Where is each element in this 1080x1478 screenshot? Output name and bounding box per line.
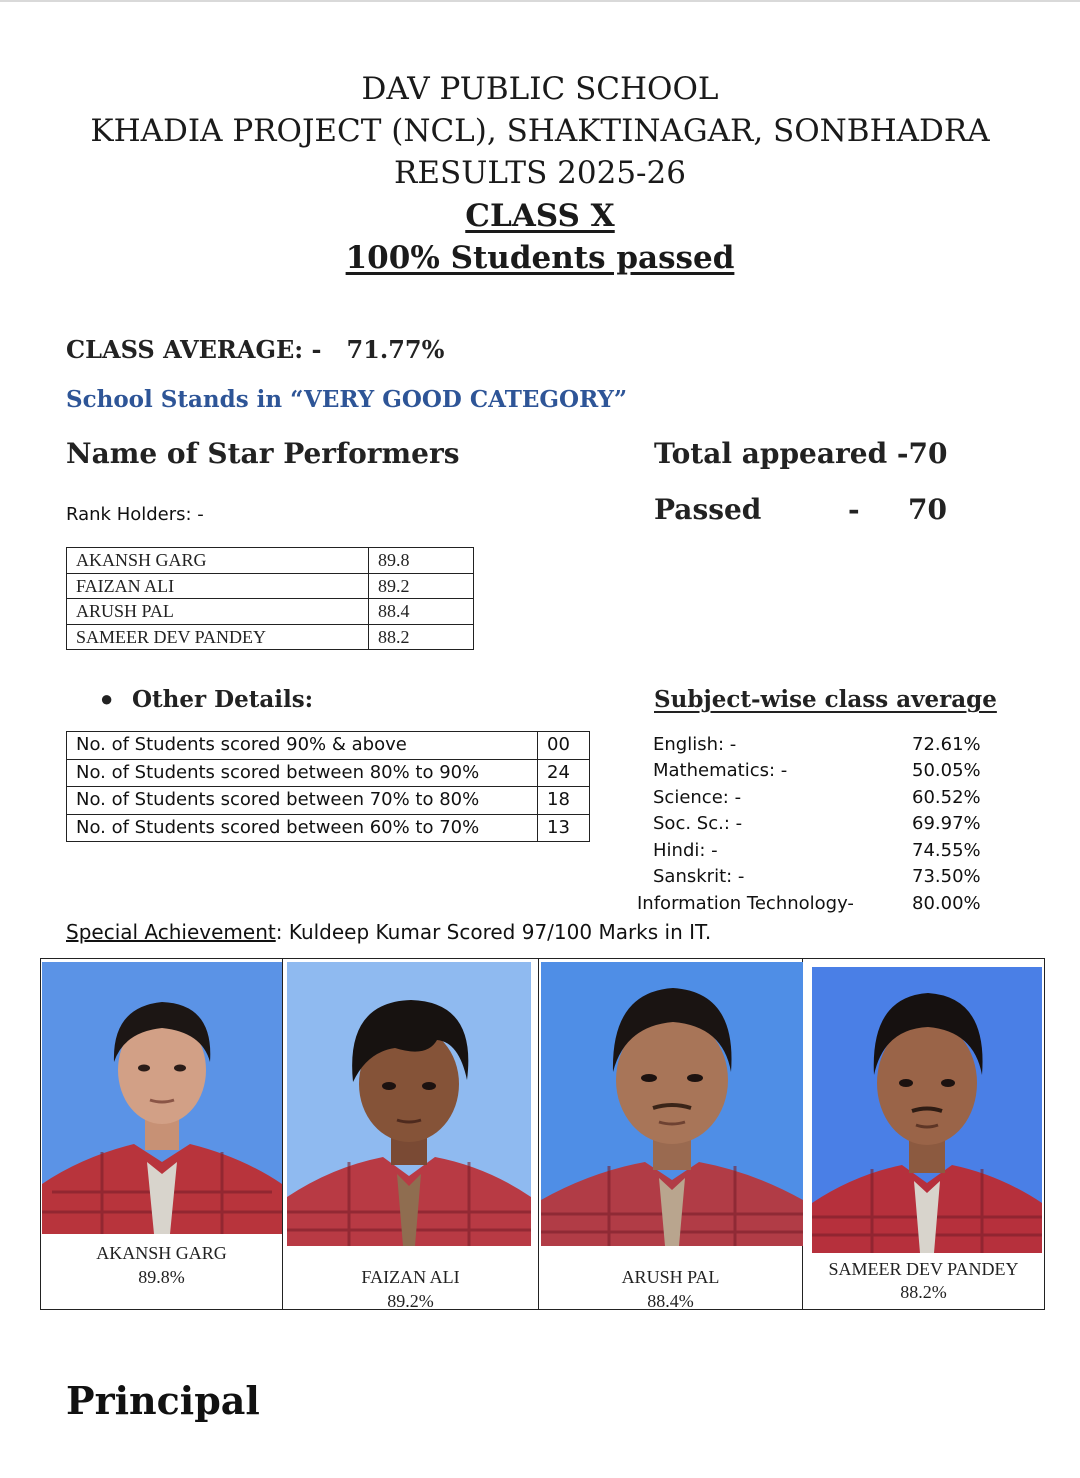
topper-name: AKANSH GARG xyxy=(96,1243,227,1263)
detail-label: No. of Students scored 90% & above xyxy=(67,732,538,760)
table-row xyxy=(67,759,590,787)
subject-average-heading: Subject-wise class average xyxy=(654,686,997,713)
subject-value: 60.52% xyxy=(912,787,981,808)
category-statement: School Stands in “VERY GOOD CATEGORY” xyxy=(66,386,628,413)
table-row xyxy=(67,573,474,599)
subject-value: 74.55% xyxy=(912,840,981,861)
rank-name: AKANSH GARG xyxy=(67,548,369,574)
special-achievement-text: : Kuldeep Kumar Scored 97/100 Marks in IT. xyxy=(275,920,712,944)
student-photo xyxy=(287,962,531,1246)
topper-name: SAMEER DEV PANDEY xyxy=(828,1259,1019,1279)
student-portrait-image xyxy=(812,967,1042,1253)
class-title: CLASS X xyxy=(465,198,615,234)
topper-name: ARUSH PAL xyxy=(621,1267,720,1287)
table-row xyxy=(67,548,474,574)
total-appeared: Total appeared -70 xyxy=(654,437,948,470)
rank-name: ARUSH PAL xyxy=(67,599,369,625)
table-row xyxy=(67,787,590,815)
detail-label: No. of Students scored between 80% to 90% xyxy=(67,759,538,787)
subject-value: 50.05% xyxy=(912,760,981,781)
table-row xyxy=(67,814,590,842)
topper-card xyxy=(41,959,283,1309)
subject-value: 72.61% xyxy=(912,734,981,755)
subject-name: Sanskrit: - xyxy=(653,866,745,887)
top-rule xyxy=(0,0,1080,2)
school-name: DAV PUBLIC SCHOOL xyxy=(361,71,719,107)
student-portrait-image xyxy=(287,962,531,1246)
detail-label: No. of Students scored between 70% to 80% xyxy=(67,787,538,815)
subject-value: 69.97% xyxy=(912,813,981,834)
passed-dash: - xyxy=(848,493,860,526)
table-row xyxy=(67,732,590,760)
subject-name: Hindi: - xyxy=(653,840,718,861)
subject-name: English: - xyxy=(653,734,737,755)
class-average: CLASS AVERAGE: - 71.77% xyxy=(66,335,445,364)
rank-score: 89.2 xyxy=(369,573,474,599)
rank-score: 89.8 xyxy=(369,548,474,574)
topper-card xyxy=(539,959,803,1309)
subject-name: Soc. Sc.: - xyxy=(653,813,743,834)
topper-card xyxy=(283,959,539,1309)
rank-name: FAIZAN ALI xyxy=(67,573,369,599)
detail-value: 24 xyxy=(538,759,590,787)
rank-score: 88.4 xyxy=(369,599,474,625)
other-details-heading: Other Details: xyxy=(132,686,314,713)
topper-score: 88.4% xyxy=(647,1291,694,1311)
topper-score: 89.2% xyxy=(387,1291,434,1311)
subject-name: Science: - xyxy=(653,787,742,808)
student-photo xyxy=(42,962,282,1234)
subject-name: Mathematics: - xyxy=(653,760,788,781)
topper-card xyxy=(803,959,1044,1309)
detail-label: No. of Students scored between 60% to 70% xyxy=(67,814,538,842)
table-row xyxy=(67,599,474,625)
other-details-table xyxy=(66,731,590,842)
special-achievement xyxy=(66,920,711,944)
topper-photo-grid xyxy=(40,958,1045,1310)
topper-score: 88.2% xyxy=(900,1282,947,1302)
detail-value: 18 xyxy=(538,787,590,815)
topper-name: FAIZAN ALI xyxy=(361,1267,460,1287)
pass-line: 100% Students passed xyxy=(345,240,735,276)
results-year: RESULTS 2025-26 xyxy=(394,155,686,191)
table-row xyxy=(67,624,474,650)
passed-label: Passed xyxy=(654,493,762,526)
detail-value: 00 xyxy=(538,732,590,760)
student-portrait-image xyxy=(42,962,282,1234)
subject-value: 73.50% xyxy=(912,866,981,887)
student-portrait-image xyxy=(541,962,803,1246)
rank-holders-table xyxy=(66,547,474,650)
rank-score: 88.2 xyxy=(369,624,474,650)
rank-name: SAMEER DEV PANDEY xyxy=(67,624,369,650)
subject-value: 80.00% xyxy=(912,893,981,914)
student-photo xyxy=(541,962,803,1246)
student-photo xyxy=(812,967,1042,1253)
topper-score: 89.8% xyxy=(138,1267,185,1287)
school-location: KHADIA PROJECT (NCL), SHAKTINAGAR, SONBHADRA xyxy=(90,113,990,149)
detail-value: 13 xyxy=(538,814,590,842)
subject-name: Information Technology- xyxy=(637,893,854,914)
bullet-icon: ● xyxy=(100,686,114,711)
rank-holders-label: Rank Holders: - xyxy=(66,504,204,525)
special-achievement-label: Special Achievement xyxy=(66,920,276,944)
star-performers-heading: Name of Star Performers xyxy=(66,437,460,470)
passed-value: 70 xyxy=(908,493,947,526)
principal-signature-label: Principal xyxy=(66,1378,260,1423)
